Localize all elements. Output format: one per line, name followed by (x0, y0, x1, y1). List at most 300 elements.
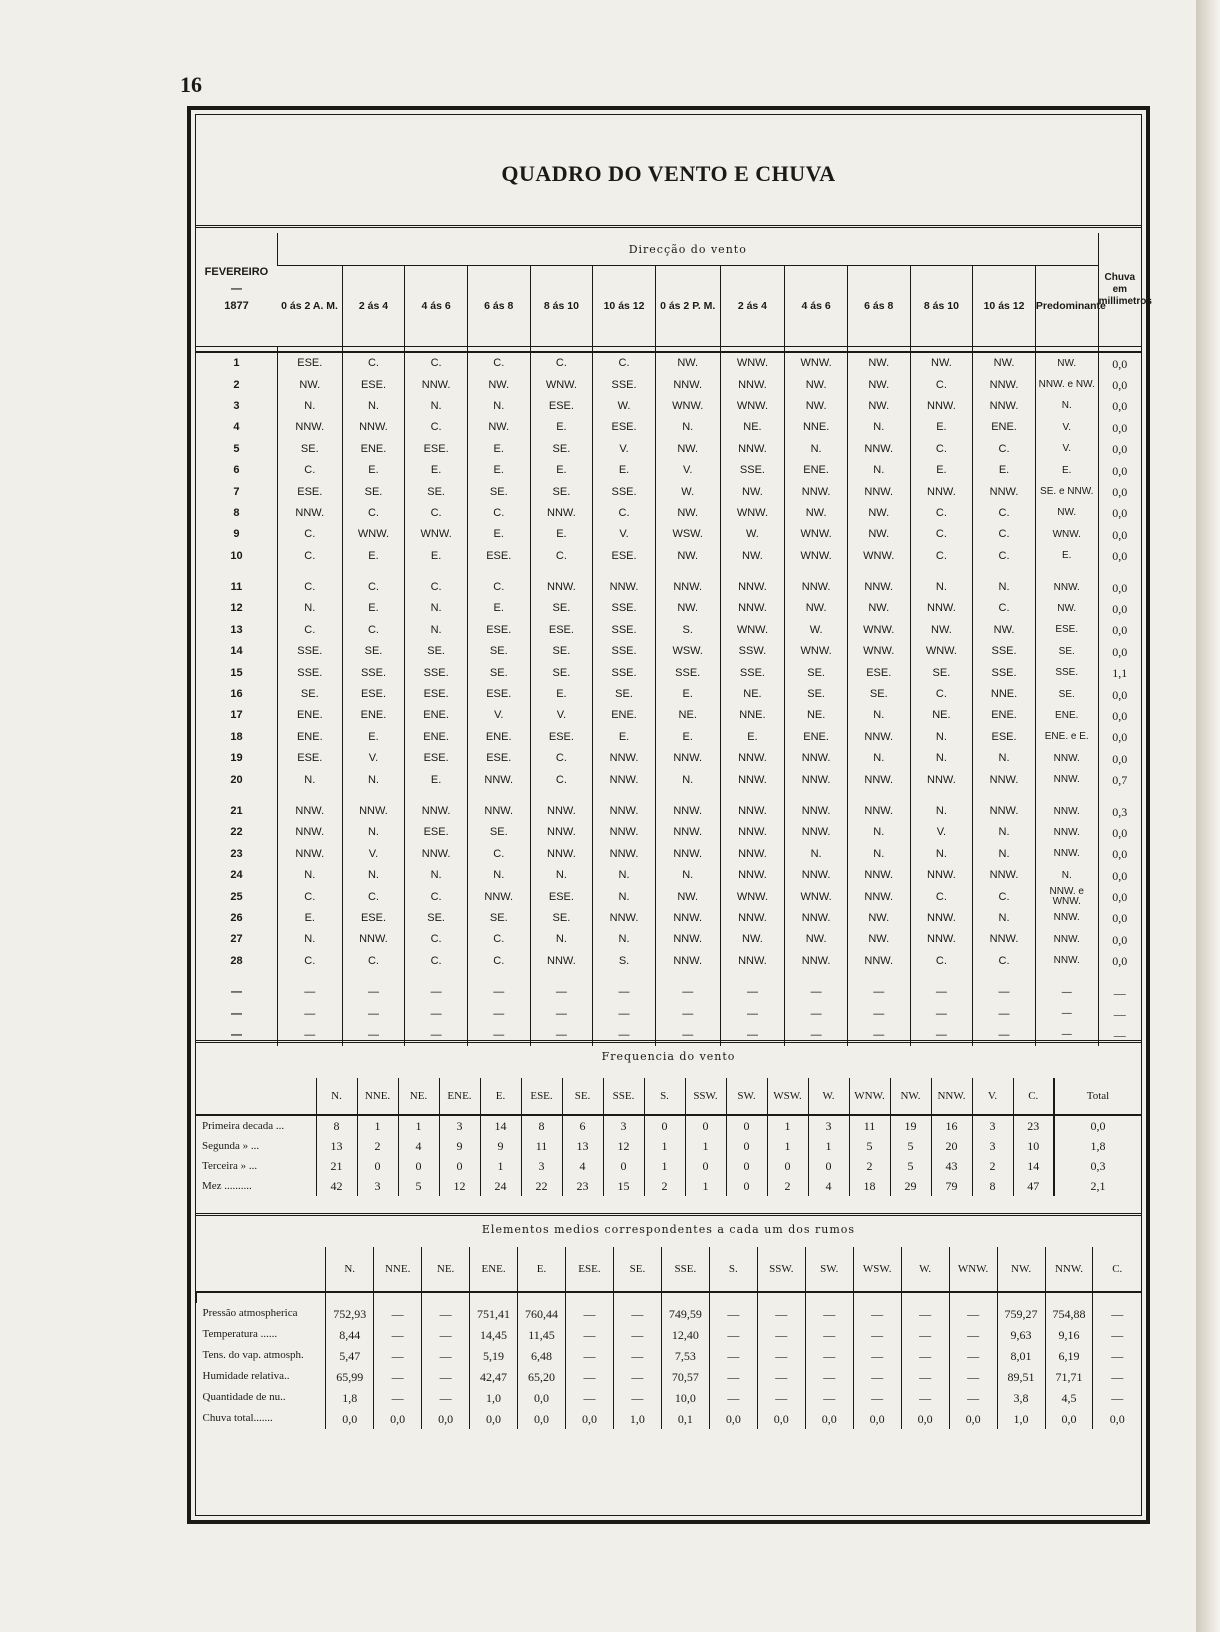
day-cell: 14 (230, 645, 243, 658)
wind-cell: C. (342, 951, 405, 972)
wind-cell: SE. (785, 662, 848, 683)
elements-cell: — (949, 1366, 997, 1387)
elements-cell: — (757, 1345, 805, 1366)
frequency-total: 1,8 (1054, 1136, 1141, 1156)
frequency-cell: 8 (316, 1115, 357, 1136)
elements-header: SE. (613, 1247, 661, 1292)
elements-cell: — (565, 1303, 613, 1324)
wind-cell: N. (342, 822, 405, 843)
wind-cell: NW. (847, 929, 910, 950)
elements-cell: — (757, 1366, 805, 1387)
frequency-cell: 0 (767, 1156, 808, 1176)
frequency-cell: 1 (685, 1136, 726, 1156)
frequency-header: SW. (726, 1078, 767, 1115)
wind-cell: NW. (847, 352, 910, 374)
frequency-header: NNW. (931, 1078, 972, 1115)
wind-cell: ESE. (342, 908, 405, 929)
elements-cell: 0,0 (949, 1408, 997, 1429)
frequency-cell: 0 (644, 1115, 685, 1136)
wind-cell: NNW. (720, 769, 785, 790)
frequency-cell: 1 (357, 1115, 398, 1136)
rain-header: Chuva em millimetros (1098, 233, 1141, 347)
table-frame (187, 106, 1150, 1524)
wind-cell: SSE. (593, 620, 656, 641)
rain-cell: 0,0 (1098, 577, 1141, 598)
wind-cell: WNW. (785, 546, 848, 567)
row-label: Tens. do vap. atmosph. (202, 1349, 304, 1361)
elements-header: SSW. (757, 1247, 805, 1292)
wind-cell: V. (467, 705, 530, 726)
frequency-cell: 29 (890, 1176, 931, 1196)
wind-cell: NNW. (593, 822, 656, 843)
elements-cell: 14,45 (470, 1324, 518, 1345)
wind-cell: E. (530, 524, 593, 545)
elements-cell: — (1093, 1366, 1141, 1387)
wind-cell: N. (342, 865, 405, 886)
wind-cell: E. (910, 460, 973, 481)
elements-table (196, 1247, 1141, 1429)
wind-cell: SE. (405, 481, 468, 502)
wind-cell: N. (785, 844, 848, 865)
wind-cell: NNW. (785, 865, 848, 886)
frequency-cell: 0 (398, 1156, 439, 1176)
wind-cell: WNW. (405, 524, 468, 545)
wind-cell: NW. (973, 620, 1036, 641)
wind-cell: ENE. (342, 439, 405, 460)
wind-cell: C. (910, 503, 973, 524)
elements-cell: — (949, 1303, 997, 1324)
wind-cell: N. (847, 844, 910, 865)
wind-cell: SSE. (973, 662, 1036, 683)
elements-cell: 10,0 (661, 1387, 709, 1408)
table-row (196, 396, 1141, 417)
wind-cell: ESE. (530, 727, 593, 748)
wind-cell: SSE. (277, 662, 342, 683)
wind-cell: E. (655, 727, 720, 748)
wind-cell: N. (655, 769, 720, 790)
wind-cell: E. (467, 439, 530, 460)
rain-cell: 0,0 (1098, 620, 1141, 641)
wind-cell: NNW. (277, 801, 342, 822)
frequency-header: NNE. (357, 1078, 398, 1115)
row-label: Temperatura ...... (202, 1328, 278, 1340)
wind-cell: ENE. (405, 705, 468, 726)
elements-cell: 89,51 (997, 1366, 1045, 1387)
frequency-header: SSE. (603, 1078, 644, 1115)
wind-cell: N. (405, 620, 468, 641)
elements-cell: 0,1 (661, 1408, 709, 1429)
wind-cell: SSE. (655, 662, 720, 683)
elements-cell: — (613, 1387, 661, 1408)
rain-cell: 1,1 (1098, 662, 1141, 683)
elements-cell: — (1093, 1324, 1141, 1345)
wind-cell: C. (973, 886, 1036, 907)
frequency-table (196, 1078, 1141, 1196)
wind-cell: NNW. (1035, 908, 1098, 929)
wind-cell: ESE. (467, 620, 530, 641)
elements-cell: — (805, 1366, 853, 1387)
wind-cell: NNW. (720, 598, 785, 619)
page-title: QUADRO DO VENTO E CHUVA (501, 161, 836, 186)
frequency-cell: 2 (357, 1136, 398, 1156)
elements-cell: — (901, 1324, 949, 1345)
wind-cell: ESE. (847, 662, 910, 683)
frequency-cell: 1 (480, 1156, 521, 1176)
wind-cell: SE. (467, 641, 530, 662)
rain-cell: 0,0 (1098, 439, 1141, 460)
day-cell: 26 (230, 911, 243, 924)
frequency-cell: 0 (357, 1156, 398, 1176)
wind-cell: E. (655, 684, 720, 705)
wind-cell: NNW. (785, 577, 848, 598)
elements-cell: — (422, 1387, 470, 1408)
elements-cell: — (757, 1324, 805, 1345)
wind-cell: NNW. (973, 396, 1036, 417)
table-row (196, 801, 1141, 822)
elements-cell: 70,57 (661, 1366, 709, 1387)
wind-cell: C. (973, 524, 1036, 545)
wind-cell: W. (593, 396, 656, 417)
wind-cell: E. (342, 546, 405, 567)
wind-cell: ESE. (467, 684, 530, 705)
frequency-cell: 5 (398, 1176, 439, 1196)
elements-cell: — (853, 1345, 901, 1366)
wind-cell: SSE. (593, 641, 656, 662)
wind-cell: E. (405, 769, 468, 790)
wind-cell: N. (910, 801, 973, 822)
day-cell: 22 (230, 826, 243, 839)
table-row (196, 684, 1141, 705)
rain-cell: 0,0 (1098, 908, 1141, 929)
page-number: 16 (180, 72, 202, 97)
wind-cell: ENE. (973, 705, 1036, 726)
table-row (196, 439, 1141, 460)
wind-cell: SSE. (1035, 662, 1098, 683)
table-row (197, 1387, 1142, 1408)
wind-cell: ENE. (1035, 705, 1098, 726)
wind-cell: SE. (530, 439, 593, 460)
year-label: 1877 (224, 300, 249, 312)
wind-cell: C. (277, 620, 342, 641)
wind-cell: N. (847, 748, 910, 769)
wind-cell: C. (467, 844, 530, 865)
elements-cell: 0,0 (422, 1408, 470, 1429)
wind-cell: NNW. e NW. (1035, 374, 1098, 395)
wind-cell: NNW. (973, 374, 1036, 395)
wind-cell: NW. (655, 503, 720, 524)
wind-cell: SE. (467, 908, 530, 929)
wind-cell: ESE. (530, 620, 593, 641)
rain-cell: — (1098, 982, 1141, 1003)
wind-cell: NW. (785, 396, 848, 417)
elements-cell: — (853, 1387, 901, 1408)
elements-header: E. (518, 1247, 566, 1292)
wind-cell: NE. (720, 684, 785, 705)
elements-cell: — (709, 1324, 757, 1345)
wind-cell: ESE. (405, 822, 468, 843)
wind-cell: WSW. (655, 524, 720, 545)
wind-cell: C. (910, 684, 973, 705)
wind-cell: C. (910, 524, 973, 545)
wind-cell: NNW. (593, 577, 656, 598)
table-row (196, 1136, 1141, 1156)
wind-cell: NNW. (973, 769, 1036, 790)
elements-cell: 752,93 (326, 1303, 374, 1324)
wind-cell: ENE. (785, 460, 848, 481)
wind-cell: SSE. (405, 662, 468, 683)
frequency-cell: 12 (603, 1136, 644, 1156)
wind-cell: NW. (655, 352, 720, 374)
wind-direction-table (196, 233, 1152, 1046)
wind-cell: WNW. (847, 546, 910, 567)
direction-header: Direcção do vento (277, 233, 1098, 266)
frequency-header: ESE. (521, 1078, 562, 1115)
wind-cell: C. (405, 929, 468, 950)
wind-cell: C. (530, 748, 593, 769)
frequency-cell: 1 (644, 1136, 685, 1156)
wind-cell: NNW. (785, 769, 848, 790)
elements-cell: 5,19 (470, 1345, 518, 1366)
wind-cell: NNW. (530, 503, 593, 524)
table-row (196, 844, 1141, 865)
wind-cell: WSW. (655, 641, 720, 662)
wind-cell: WNW. (720, 620, 785, 641)
frequency-cell: 2 (767, 1176, 808, 1196)
wind-cell: NW. (785, 374, 848, 395)
wind-cell: NNW. (342, 801, 405, 822)
wind-cell: E. (467, 460, 530, 481)
wind-cell: NNW. (1035, 748, 1098, 769)
wind-cell: C. (973, 546, 1036, 567)
wind-cell: NNW. (530, 822, 593, 843)
wind-cell: NNW. (973, 929, 1036, 950)
wind-cell: NNW. (910, 769, 973, 790)
elements-cell: 0,0 (565, 1408, 613, 1429)
rain-cell: 0,0 (1098, 481, 1141, 502)
rain-cell: — (1098, 1003, 1141, 1024)
wind-cell: NNW. (973, 481, 1036, 502)
elements-cell: 9,16 (1045, 1324, 1093, 1345)
wind-cell: NNW. (910, 481, 973, 502)
wind-cell: C. (467, 352, 530, 374)
wind-cell: C. (342, 577, 405, 598)
wind-cell: NNW. (655, 374, 720, 395)
elements-header: SW. (805, 1247, 853, 1292)
wind-cell: NE. (910, 705, 973, 726)
table-row (196, 503, 1141, 524)
month-label: FEVEREIRO (204, 266, 269, 278)
elements-headers (197, 1247, 1142, 1292)
wind-cell: NW. (847, 598, 910, 619)
wind-cell: NNW. (847, 439, 910, 460)
table-row (196, 822, 1141, 843)
wind-cell: C. (530, 352, 593, 374)
wind-cell: NNW. (593, 801, 656, 822)
frequency-body (196, 1115, 1141, 1196)
wind-cell: NNW. (277, 503, 342, 524)
wind-cell: NNW. (655, 951, 720, 972)
elements-cell: 0,0 (518, 1387, 566, 1408)
wind-cell: N. (847, 822, 910, 843)
decade-gap (196, 791, 1141, 801)
wind-cell: NNW. (593, 748, 656, 769)
wind-cell: N. (655, 865, 720, 886)
day-cell: 12 (230, 602, 243, 615)
wind-cell: NW. (785, 929, 848, 950)
wind-cell: C. (405, 951, 468, 972)
elements-cell: — (853, 1324, 901, 1345)
wind-cell: NE. (720, 417, 785, 438)
table-row (197, 1408, 1142, 1429)
frequency-header: V. (972, 1078, 1013, 1115)
wind-cell: NNW. (720, 844, 785, 865)
wind-cell: NNW. (655, 908, 720, 929)
day-cell: 2 (233, 378, 240, 391)
wind-cell: — (1035, 1003, 1098, 1024)
wind-cell: W. (655, 481, 720, 502)
wind-cell: NNW. (277, 417, 342, 438)
wind-cell: E. (405, 460, 468, 481)
wind-cell: C. (530, 546, 593, 567)
wind-cell: V. (342, 748, 405, 769)
elements-cell: 8,01 (997, 1345, 1045, 1366)
wind-cell: ESE. (467, 546, 530, 567)
table-row (196, 982, 1141, 1003)
frequency-cell: 16 (931, 1115, 972, 1136)
wind-cell: NNW. (720, 577, 785, 598)
wind-cell: NNW. (910, 929, 973, 950)
wind-cell: ENE. (277, 705, 342, 726)
elements-header: NW. (997, 1247, 1045, 1292)
wind-cell: NW. (655, 439, 720, 460)
wind-cell: V. (342, 844, 405, 865)
frequency-total-header: Total (1054, 1078, 1141, 1115)
wind-column-header: 8 ás 10 (910, 266, 973, 347)
wind-cell: WNW. (720, 886, 785, 907)
wind-column-header: 8 ás 10 (530, 266, 593, 347)
wind-cell: C. (405, 503, 468, 524)
frequency-cell: 0 (439, 1156, 480, 1176)
day-cell: 18 (230, 730, 243, 743)
wind-cell: — (785, 1025, 848, 1046)
rain-cell: 0,0 (1098, 727, 1141, 748)
frequency-cell: 47 (1013, 1176, 1054, 1196)
rain-cell: 0,0 (1098, 598, 1141, 619)
elements-cell: 5,47 (326, 1345, 374, 1366)
frequency-cell: 23 (562, 1176, 603, 1196)
wind-cell: N. (530, 929, 593, 950)
wind-cell: N. (910, 748, 973, 769)
wind-cell: N. (467, 396, 530, 417)
elements-cell: — (1093, 1387, 1141, 1408)
wind-cell: NNW. (277, 844, 342, 865)
frequency-cell: 11 (521, 1136, 562, 1156)
wind-cell: V. (1035, 417, 1098, 438)
wind-cell: NNW. (785, 481, 848, 502)
wind-column-headers (196, 266, 1141, 347)
elements-cell: 11,45 (518, 1324, 566, 1345)
wind-cell: C. (593, 352, 656, 374)
elements-cell: — (805, 1345, 853, 1366)
frequency-cell: 4 (808, 1176, 849, 1196)
table-row (196, 417, 1141, 438)
frequency-cell: 3 (603, 1115, 644, 1136)
wind-cell: NNW. (847, 951, 910, 972)
table-row (196, 951, 1141, 972)
elements-cell: — (901, 1345, 949, 1366)
elements-cell: — (613, 1345, 661, 1366)
wind-cell: NW. (720, 481, 785, 502)
wind-cell: NW. (467, 374, 530, 395)
table-row (196, 481, 1141, 502)
wind-column-header: 4 ás 6 (405, 266, 468, 347)
frequency-total: 2,1 (1054, 1176, 1141, 1196)
wind-cell: ESE. (405, 748, 468, 769)
wind-cell: NNW. (655, 929, 720, 950)
frequency-cell: 8 (972, 1176, 1013, 1196)
wind-cell: C. (910, 886, 973, 907)
wind-cell: S. (655, 620, 720, 641)
wind-cell: E. (342, 727, 405, 748)
wind-cell: C. (277, 951, 342, 972)
elements-cell: — (949, 1324, 997, 1345)
table-row (197, 1366, 1142, 1387)
frequency-header: E. (480, 1078, 521, 1115)
wind-cell: ENE. (467, 727, 530, 748)
frequency-cell: 2 (849, 1156, 890, 1176)
wind-cell: WNW. (847, 641, 910, 662)
elements-cell: 1,0 (470, 1387, 518, 1408)
day-cell: 28 (230, 954, 243, 967)
frequency-cell: 9 (480, 1136, 521, 1156)
table-row (196, 620, 1141, 641)
wind-cell: SSE. (342, 662, 405, 683)
frequency-label-header (196, 1078, 316, 1115)
wind-cell: ESE. (277, 748, 342, 769)
elements-cell: — (613, 1324, 661, 1345)
wind-cell: NNW. (467, 801, 530, 822)
frequency-cell: 12 (439, 1176, 480, 1196)
wind-cell: N. (593, 929, 656, 950)
wind-cell: N. (1035, 396, 1098, 417)
elements-header: SSE. (661, 1247, 709, 1292)
frequency-cell: 1 (644, 1156, 685, 1176)
wind-cell: SE. (467, 481, 530, 502)
wind-cell: ENE. (342, 705, 405, 726)
day-cell: 16 (230, 688, 243, 701)
day-cell: 1 (233, 357, 240, 370)
table-row (196, 1003, 1141, 1024)
wind-cell: NW. (847, 374, 910, 395)
wind-cell: C. (405, 886, 468, 907)
wind-cell: N. (847, 705, 910, 726)
wind-cell: NW. (655, 546, 720, 567)
wind-cell: N. (277, 769, 342, 790)
wind-cell: SSE. (277, 641, 342, 662)
day-cell: — (230, 1007, 242, 1020)
wind-cell: SE. (277, 684, 342, 705)
elements-cell: — (709, 1387, 757, 1408)
wind-cell: SSE. (720, 460, 785, 481)
wind-cell: E. (467, 524, 530, 545)
elements-cell: 0,0 (901, 1408, 949, 1429)
wind-cell: ENE. (785, 727, 848, 748)
wind-column-header: 6 ás 8 (847, 266, 910, 347)
wind-cell: E. (720, 727, 785, 748)
wind-cell: C. (342, 620, 405, 641)
wind-cell: NNW. (467, 886, 530, 907)
wind-cell: NW. (785, 598, 848, 619)
